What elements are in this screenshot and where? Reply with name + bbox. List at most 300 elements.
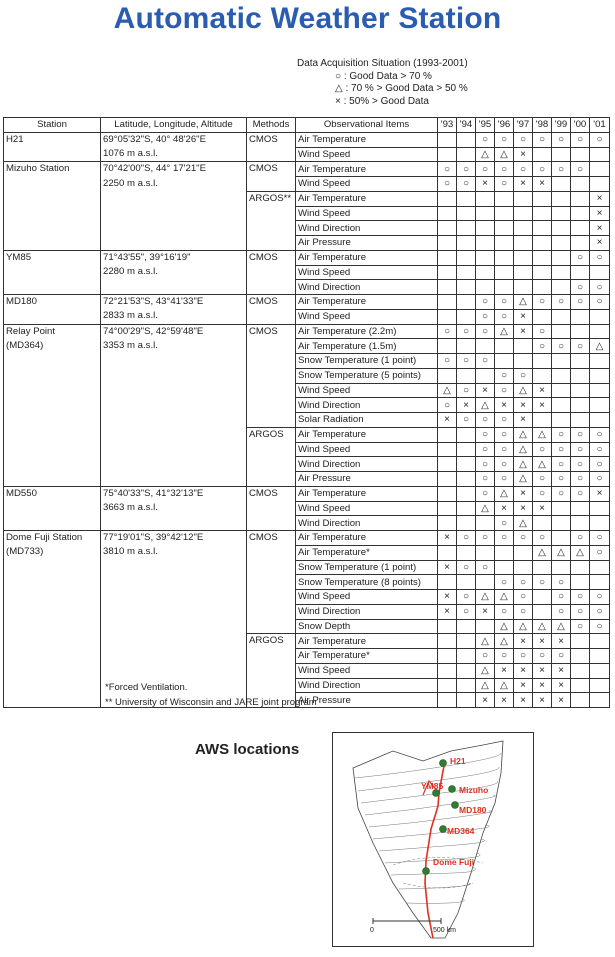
status-symbol-cell [590, 383, 610, 398]
status-symbol-cell [438, 678, 457, 693]
legend-heading: Data Acquisition Situation (1993-2001) [297, 58, 468, 69]
method-cell [247, 590, 296, 605]
status-symbol-cell: ○ [476, 413, 495, 428]
contour-lines [355, 753, 501, 904]
status-symbol-cell [438, 619, 457, 634]
legend [297, 58, 468, 108]
method-cell [247, 383, 296, 398]
status-symbol-cell: × [590, 221, 610, 236]
item-cell: Snow Depth [296, 619, 438, 634]
status-symbol-cell: ○ [457, 177, 476, 192]
status-symbol-cell: ○ [533, 442, 552, 457]
status-symbol-cell [590, 501, 610, 516]
status-symbol-cell [457, 619, 476, 634]
status-symbol-cell: ○ [590, 472, 610, 487]
status-symbol-cell [552, 560, 571, 575]
status-symbol-cell [438, 132, 457, 147]
station-name-cell [4, 191, 101, 206]
status-symbol-cell [571, 634, 590, 649]
status-symbol-cell [457, 693, 476, 708]
station-name-cell [4, 354, 101, 369]
item-cell: Air Pressure [296, 693, 438, 708]
station-name-cell [4, 663, 101, 678]
status-symbol-cell [514, 545, 533, 560]
status-symbol-cell [457, 678, 476, 693]
station-name-cell [4, 398, 101, 413]
method-cell: CMOS [247, 132, 296, 147]
table-row [4, 354, 610, 369]
item-cell: Wind Speed [296, 265, 438, 280]
status-symbol-cell [457, 221, 476, 236]
scale-label-end: 500 km [433, 927, 456, 934]
status-symbol-cell: ○ [571, 531, 590, 546]
status-symbol-cell: ○ [552, 162, 571, 177]
status-symbol-cell [495, 280, 514, 295]
status-symbol-cell: ○ [457, 604, 476, 619]
method-cell [247, 516, 296, 531]
status-symbol-cell: × [552, 693, 571, 708]
method-cell [247, 413, 296, 428]
method-cell [247, 221, 296, 236]
scale-label-start: 0 [370, 927, 374, 934]
header-year: '99 [552, 118, 571, 133]
location-cell: 1076 m a.s.l. [101, 147, 247, 162]
location-cell: 69°05'32"S, 40° 48'26"E [101, 132, 247, 147]
station-marker-md364 [440, 826, 447, 833]
table-row [4, 634, 610, 649]
header-year: '94 [457, 118, 476, 133]
status-symbol-cell [552, 354, 571, 369]
location-cell [101, 575, 247, 590]
method-cell: ARGOS [247, 634, 296, 649]
status-symbol-cell [552, 398, 571, 413]
status-symbol-cell: ○ [552, 427, 571, 442]
status-symbol-cell [457, 368, 476, 383]
status-symbol-cell: ○ [457, 560, 476, 575]
status-symbol-cell [552, 368, 571, 383]
status-symbol-cell [552, 250, 571, 265]
location-cell [101, 619, 247, 634]
status-symbol-cell [457, 309, 476, 324]
table-row [4, 590, 610, 605]
status-symbol-cell: ○ [590, 280, 610, 295]
status-symbol-cell [571, 324, 590, 339]
status-symbol-cell: ○ [590, 295, 610, 310]
location-cell [101, 398, 247, 413]
status-symbol-cell [533, 191, 552, 206]
station-name-cell [4, 383, 101, 398]
status-symbol-cell [552, 191, 571, 206]
status-symbol-cell [476, 516, 495, 531]
status-symbol-cell: ○ [495, 413, 514, 428]
status-symbol-cell: △ [495, 590, 514, 605]
status-symbol-cell [495, 250, 514, 265]
station-name-cell [4, 413, 101, 428]
status-symbol-cell [571, 177, 590, 192]
status-symbol-cell: △ [571, 545, 590, 560]
status-symbol-cell: △ [514, 619, 533, 634]
header-items: Observational Items [296, 118, 438, 133]
station-name-cell [4, 457, 101, 472]
status-symbol-cell [590, 324, 610, 339]
status-symbol-cell [457, 206, 476, 221]
table-row [4, 516, 610, 531]
method-cell: CMOS [247, 250, 296, 265]
status-symbol-cell: ○ [533, 472, 552, 487]
status-symbol-cell: ○ [571, 619, 590, 634]
status-symbol-cell: ○ [571, 162, 590, 177]
status-symbol-cell: ○ [590, 132, 610, 147]
status-symbol-cell: △ [552, 619, 571, 634]
status-symbol-cell [438, 516, 457, 531]
status-symbol-cell: × [495, 663, 514, 678]
footnote-forced-ventilation: *Forced Ventilation. [105, 682, 188, 693]
status-symbol-cell [533, 280, 552, 295]
item-cell: Air Temperature [296, 531, 438, 546]
status-symbol-cell: △ [495, 678, 514, 693]
status-symbol-cell: ○ [476, 354, 495, 369]
status-symbol-cell [457, 236, 476, 251]
item-cell: Air Temperature [296, 634, 438, 649]
status-symbol-cell: ○ [533, 324, 552, 339]
status-symbol-cell: ○ [495, 162, 514, 177]
status-symbol-cell: × [476, 177, 495, 192]
status-symbol-cell: △ [514, 295, 533, 310]
status-symbol-cell: × [514, 413, 533, 428]
status-symbol-cell [552, 177, 571, 192]
status-symbol-cell [457, 457, 476, 472]
item-cell: Wind Speed [296, 177, 438, 192]
header-location: Latitude, Longitude, Altitude [101, 118, 247, 133]
station-name-cell [4, 590, 101, 605]
status-symbol-cell [571, 368, 590, 383]
status-symbol-cell: ○ [476, 162, 495, 177]
station-label-dome-fuji: Dome Fuji [433, 857, 475, 867]
status-symbol-cell [457, 191, 476, 206]
status-symbol-cell [495, 236, 514, 251]
status-symbol-cell [457, 132, 476, 147]
method-cell [247, 560, 296, 575]
table-row [4, 472, 610, 487]
status-symbol-cell [457, 147, 476, 162]
status-symbol-cell [514, 236, 533, 251]
status-symbol-cell [571, 501, 590, 516]
status-symbol-cell: × [533, 678, 552, 693]
status-symbol-cell: ○ [552, 457, 571, 472]
status-symbol-cell: ○ [514, 162, 533, 177]
station-name-cell [4, 560, 101, 575]
status-symbol-cell: × [533, 398, 552, 413]
status-symbol-cell: ○ [476, 295, 495, 310]
station-name-cell [4, 693, 101, 708]
status-symbol-cell [457, 634, 476, 649]
status-symbol-cell [552, 413, 571, 428]
status-symbol-cell: ○ [533, 531, 552, 546]
method-cell [247, 575, 296, 590]
status-symbol-cell: ○ [571, 280, 590, 295]
location-cell: 75°40'33"S, 41°32'13"E [101, 486, 247, 501]
status-symbol-cell: ○ [552, 590, 571, 605]
status-symbol-cell: △ [476, 678, 495, 693]
station-name-cell [4, 604, 101, 619]
table-row [4, 427, 610, 442]
item-cell: Wind Speed [296, 383, 438, 398]
status-symbol-cell: △ [533, 457, 552, 472]
status-symbol-cell: ○ [552, 295, 571, 310]
status-symbol-cell [590, 398, 610, 413]
status-symbol-cell [571, 147, 590, 162]
method-cell [247, 545, 296, 560]
station-marker-h21 [440, 760, 447, 767]
status-symbol-cell [438, 427, 457, 442]
status-symbol-cell [438, 545, 457, 560]
status-symbol-cell: × [514, 147, 533, 162]
status-symbol-cell: ○ [476, 457, 495, 472]
status-symbol-cell: ○ [533, 162, 552, 177]
method-cell [247, 309, 296, 324]
station-name-cell [4, 516, 101, 531]
status-symbol-cell [438, 663, 457, 678]
status-symbol-cell [476, 368, 495, 383]
status-symbol-cell: ○ [514, 649, 533, 664]
status-symbol-cell [552, 147, 571, 162]
status-symbol-cell [476, 236, 495, 251]
status-symbol-cell: ○ [590, 442, 610, 457]
status-symbol-cell [495, 354, 514, 369]
status-symbol-cell [571, 575, 590, 590]
status-symbol-cell [533, 413, 552, 428]
status-symbol-cell [590, 147, 610, 162]
status-symbol-cell [438, 206, 457, 221]
status-symbol-cell [495, 339, 514, 354]
status-symbol-cell [571, 354, 590, 369]
table-row [4, 177, 610, 192]
item-cell: Wind Direction [296, 398, 438, 413]
status-symbol-cell: △ [514, 472, 533, 487]
status-symbol-cell: × [495, 501, 514, 516]
status-symbol-cell: × [476, 693, 495, 708]
status-symbol-cell: △ [476, 147, 495, 162]
item-cell: Wind Speed [296, 663, 438, 678]
status-symbol-cell [590, 177, 610, 192]
item-cell: Wind Speed [296, 501, 438, 516]
station-marker-mizuho [449, 786, 456, 793]
item-cell: Wind Direction [296, 221, 438, 236]
status-symbol-cell [514, 354, 533, 369]
table-row [4, 206, 610, 221]
footnote-argos-program: ** University of Wisconsin and JARE joint program [105, 697, 317, 708]
status-symbol-cell: ○ [590, 531, 610, 546]
method-cell [247, 147, 296, 162]
status-symbol-cell: × [495, 693, 514, 708]
location-cell [101, 472, 247, 487]
status-symbol-cell [590, 413, 610, 428]
page-title: Automatic Weather Station [113, 2, 502, 35]
item-cell: Air Temperature [296, 486, 438, 501]
status-symbol-cell [514, 221, 533, 236]
item-cell: Snow Temperature (1 point) [296, 560, 438, 575]
station-label-ym85: YM85 [421, 781, 444, 791]
status-symbol-cell: ○ [457, 413, 476, 428]
location-cell [101, 604, 247, 619]
method-cell [247, 354, 296, 369]
status-symbol-cell [533, 206, 552, 221]
item-cell: Snow Temperature (8 points) [296, 575, 438, 590]
station-name-cell [4, 634, 101, 649]
status-symbol-cell: ○ [438, 398, 457, 413]
header-year: '95 [476, 118, 495, 133]
table-row [4, 339, 610, 354]
status-symbol-cell: ○ [457, 590, 476, 605]
map-svg [333, 733, 533, 946]
station-name-cell [4, 221, 101, 236]
status-symbol-cell: ○ [571, 442, 590, 457]
status-symbol-cell: ○ [571, 250, 590, 265]
status-symbol-cell [571, 663, 590, 678]
item-cell: Wind Speed [296, 590, 438, 605]
status-symbol-cell [533, 250, 552, 265]
status-symbol-cell: △ [514, 516, 533, 531]
status-symbol-cell: ○ [457, 531, 476, 546]
status-symbol-cell [438, 472, 457, 487]
status-symbol-cell: ○ [571, 132, 590, 147]
status-symbol-cell: ○ [495, 309, 514, 324]
station-name-cell [4, 236, 101, 251]
station-name-cell: H21 [4, 132, 101, 147]
status-symbol-cell: ○ [552, 575, 571, 590]
status-symbol-cell: ○ [514, 604, 533, 619]
status-symbol-cell [552, 236, 571, 251]
method-cell [247, 619, 296, 634]
location-cell [101, 442, 247, 457]
status-symbol-cell [438, 501, 457, 516]
status-symbol-cell [552, 309, 571, 324]
item-cell: Wind Direction [296, 280, 438, 295]
status-symbol-cell: △ [495, 486, 514, 501]
status-symbol-cell: ○ [495, 457, 514, 472]
location-cell: 77°19'01"S, 39°42'12"E [101, 531, 247, 546]
status-symbol-cell: × [476, 604, 495, 619]
status-symbol-cell: ○ [514, 531, 533, 546]
status-symbol-cell: ○ [476, 427, 495, 442]
status-symbol-cell [495, 221, 514, 236]
method-cell [247, 280, 296, 295]
status-symbol-cell: ○ [590, 427, 610, 442]
status-symbol-cell: ○ [476, 442, 495, 457]
map-title: AWS locations [195, 741, 300, 758]
aws-data-table [3, 117, 610, 708]
status-symbol-cell [438, 250, 457, 265]
status-symbol-cell: ○ [476, 324, 495, 339]
status-symbol-cell: × [514, 324, 533, 339]
status-symbol-cell: × [514, 634, 533, 649]
status-symbol-cell: △ [514, 427, 533, 442]
header-methods: Methods [247, 118, 296, 133]
status-symbol-cell [533, 354, 552, 369]
status-symbol-cell: ○ [533, 295, 552, 310]
status-symbol-cell [476, 191, 495, 206]
table-row [4, 604, 610, 619]
status-symbol-cell: × [533, 634, 552, 649]
status-symbol-cell: × [438, 531, 457, 546]
station-name-cell [4, 442, 101, 457]
method-cell: ARGOS** [247, 191, 296, 206]
status-symbol-cell [514, 206, 533, 221]
status-symbol-cell: × [533, 693, 552, 708]
station-name-cell: Mizuho Station [4, 162, 101, 177]
status-symbol-cell: × [552, 634, 571, 649]
status-symbol-cell [457, 295, 476, 310]
status-symbol-cell [438, 649, 457, 664]
status-symbol-cell [552, 206, 571, 221]
status-symbol-cell: × [438, 590, 457, 605]
status-symbol-cell: ○ [571, 590, 590, 605]
table-row [4, 236, 610, 251]
location-cell: 3353 m a.s.l. [101, 339, 247, 354]
status-symbol-cell: ○ [552, 649, 571, 664]
status-symbol-cell: ○ [571, 486, 590, 501]
status-symbol-cell [476, 575, 495, 590]
station-name-cell [4, 177, 101, 192]
status-symbol-cell: ○ [495, 472, 514, 487]
legend-line-poor: × : 50% > Good Data [335, 95, 429, 107]
status-symbol-cell: ○ [533, 486, 552, 501]
status-symbol-cell: × [438, 560, 457, 575]
station-name-cell [4, 472, 101, 487]
table-row [4, 457, 610, 472]
status-symbol-cell [457, 472, 476, 487]
status-symbol-cell [438, 575, 457, 590]
table-row [4, 663, 610, 678]
status-symbol-cell: ○ [552, 486, 571, 501]
table-row [4, 619, 610, 634]
status-symbol-cell [457, 545, 476, 560]
status-symbol-cell [571, 309, 590, 324]
location-cell: 70°42'00"S, 44° 17'21"E [101, 162, 247, 177]
status-symbol-cell [457, 575, 476, 590]
status-symbol-cell [438, 442, 457, 457]
table-row [4, 486, 610, 501]
table-row [4, 324, 610, 339]
status-symbol-cell: △ [533, 545, 552, 560]
status-symbol-cell: × [438, 604, 457, 619]
item-cell: Air Pressure [296, 236, 438, 251]
status-symbol-cell: ○ [457, 324, 476, 339]
method-cell [247, 398, 296, 413]
method-cell [247, 236, 296, 251]
location-cell: 74°00'29"S, 42°59'48"E [101, 324, 247, 339]
status-symbol-cell [438, 457, 457, 472]
status-symbol-cell [476, 339, 495, 354]
item-cell: Air Pressure [296, 472, 438, 487]
status-symbol-cell [457, 486, 476, 501]
status-symbol-cell: ○ [495, 604, 514, 619]
status-symbol-cell [571, 236, 590, 251]
status-symbol-cell: × [552, 663, 571, 678]
status-symbol-cell [438, 191, 457, 206]
location-cell [101, 649, 247, 664]
footnotes [105, 680, 317, 710]
location-cell [101, 383, 247, 398]
status-symbol-cell: × [438, 413, 457, 428]
header-year: '96 [495, 118, 514, 133]
method-cell [247, 265, 296, 280]
status-symbol-cell: ○ [552, 604, 571, 619]
status-symbol-cell: ○ [495, 427, 514, 442]
method-cell [247, 368, 296, 383]
status-symbol-cell [438, 368, 457, 383]
status-symbol-cell: ○ [552, 132, 571, 147]
